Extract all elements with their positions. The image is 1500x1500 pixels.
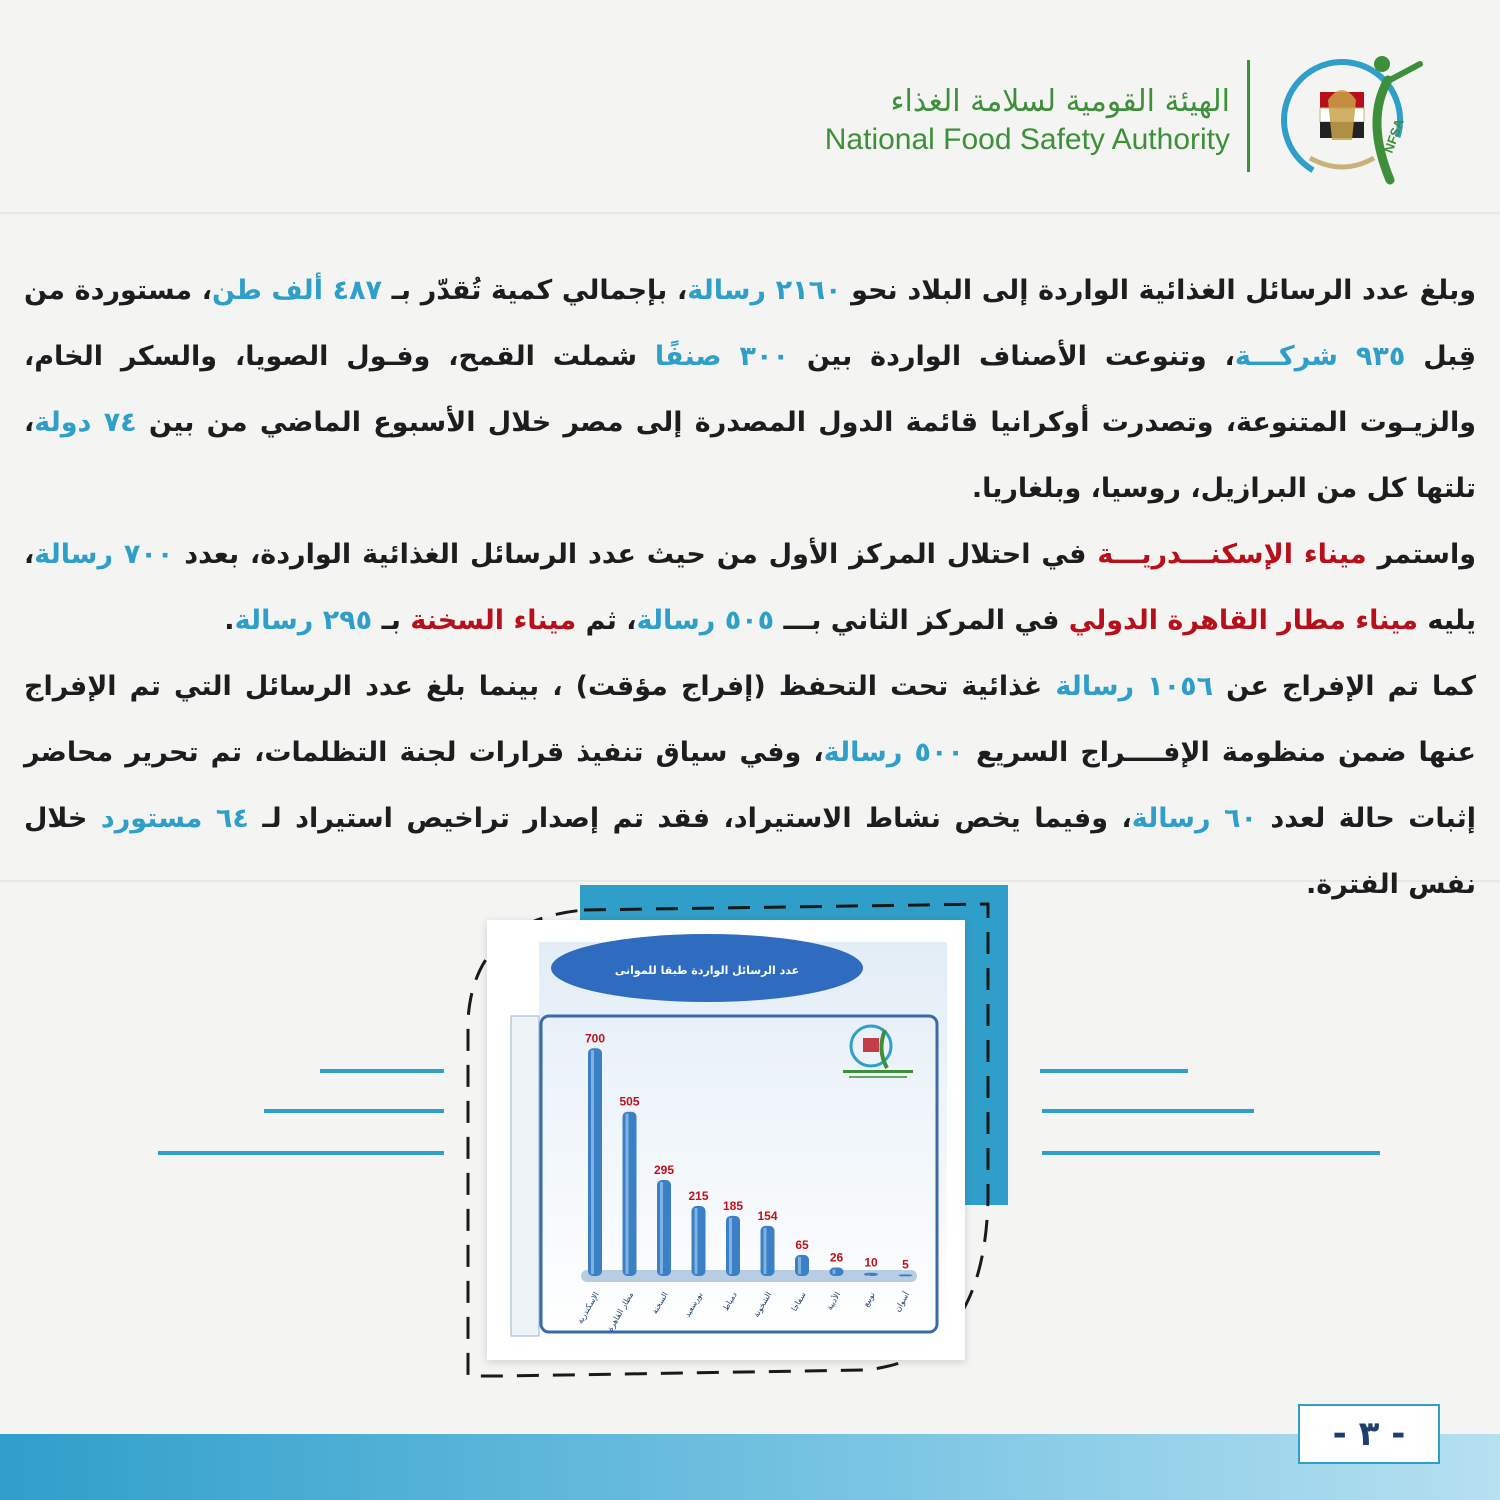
text-segment: .	[224, 605, 235, 636]
decorative-line	[320, 1069, 444, 1073]
text-segment: ، وفيما يخص نشاط الاستيراد، فقد تم إصدار تراخيص استيراد لـ	[248, 803, 1132, 834]
chart-bar-highlight	[833, 1270, 836, 1274]
chart-bar	[726, 1216, 740, 1276]
chart-mini-logo	[843, 1026, 913, 1078]
highlighted-text: ٢٩٥ رسالة	[234, 605, 373, 636]
chart-bar-highlight	[660, 1182, 663, 1274]
nfsa-logo-icon	[1270, 50, 1430, 190]
chart-bar-highlight	[798, 1257, 801, 1274]
bar-value-label: 26	[829, 1250, 844, 1265]
text-segment: واستمر	[1366, 539, 1476, 570]
bar-value-label: 10	[864, 1255, 878, 1270]
bar-category-label: بورسعيد	[682, 1290, 705, 1319]
decorative-line	[158, 1151, 444, 1155]
bar-category-label: أسوان	[892, 1290, 912, 1314]
header-text	[825, 82, 1230, 158]
logo-text: NFSA	[1380, 116, 1407, 156]
text-segment: خلال نفس الفترة.	[24, 803, 1476, 900]
text-segment: شملت القمح، وفـول الصويا، والسكر الخام، والزيـوت المتنوعة، وتصدرت أوكرانيا قائمة الدول المصدرة إلى مصر خلال الأسبوع الماضي من بين	[24, 341, 1476, 438]
highlighted-text: ٤٨٧ ألف طن	[212, 275, 383, 306]
bar-value-label: 295	[653, 1163, 675, 1178]
chart-bar	[761, 1226, 775, 1276]
chart-bar-highlight	[591, 1050, 594, 1274]
highlighted-text: ميناء السخنة	[410, 605, 577, 636]
bar-value-label: 154	[757, 1208, 778, 1223]
text-segment: ، مستوردة من قِبل	[24, 275, 1476, 372]
chart-bar-highlight	[764, 1228, 767, 1274]
bar-category-label: السخنة	[650, 1290, 670, 1316]
header	[730, 50, 1430, 190]
port-shipments-chart	[487, 920, 965, 1360]
chart-bar-highlight	[902, 1276, 905, 1277]
bar-category-label: دمياط	[720, 1290, 739, 1313]
text-segment: ، وفي سياق تنفيذ قرارات لجنة التظلمات، تم تحرير محاضر إثبات حالة لعدد	[24, 737, 1476, 834]
decorative-line	[1040, 1069, 1188, 1073]
chart-card	[487, 920, 965, 1360]
text-segment: بـ	[372, 605, 411, 636]
text-segment: كما تم الإفراج عن	[1213, 671, 1476, 702]
paper-crease	[0, 212, 1500, 214]
highlighted-text: ٦٤ مستورد	[100, 803, 249, 834]
highlighted-text: ٢١٦٠ رسالة	[687, 275, 842, 306]
highlighted-text: ٥٠٥ رسالة	[636, 605, 775, 636]
decorative-line	[264, 1109, 444, 1113]
text-segment: ، يليه	[24, 539, 1476, 636]
highlighted-text: ٧٠٠ رسالة	[34, 539, 174, 570]
authority-name-arabic: الهيئة القومية لسلامة الغذاء	[890, 84, 1230, 119]
chart-bar-highlight	[626, 1114, 629, 1274]
header-divider	[1247, 60, 1250, 172]
chart-bar	[692, 1206, 706, 1276]
highlighted-text: ١٠٥٦ رسالة	[1055, 671, 1214, 702]
bar-value-label: 700	[584, 1031, 606, 1046]
bar-category-label: الإسكندرية	[575, 1290, 601, 1326]
highlighted-text: ميناء الإسكنـــدريـــة	[1097, 539, 1367, 570]
article-body	[24, 258, 1476, 918]
page-number: - ٣ -	[1298, 1404, 1440, 1464]
chart-bar	[899, 1274, 913, 1276]
bar-category-label: الشخونة	[751, 1290, 774, 1319]
chart-bar-highlight	[695, 1208, 698, 1274]
chart-bar	[864, 1273, 878, 1276]
paragraph	[24, 654, 1476, 918]
text-segment: ، بإجمالي كمية تُقدّر بـ	[382, 275, 688, 306]
footer-band	[0, 1434, 1500, 1500]
text-segment: وبلغ عدد الرسائل الغذائية الواردة إلى البلاد نحو	[841, 275, 1476, 306]
bar-value-label: 215	[688, 1189, 709, 1204]
text-segment: ، ثم	[576, 605, 637, 636]
paragraph	[24, 258, 1476, 522]
text-segment: في احتلال المركز الأول من حيث عدد الرسائل الغذائية الواردة، بعدد	[173, 539, 1098, 570]
bar-category-label: نويبع	[861, 1290, 877, 1309]
decorative-line	[1042, 1109, 1254, 1113]
chart-side-panel	[511, 1016, 539, 1336]
chart-title: عدد الرسائل الواردة طبقا للموانى	[614, 964, 800, 977]
chart-bar	[657, 1180, 671, 1276]
text-segment: ، وتنوعت الأصناف الواردة بين	[788, 341, 1235, 372]
chart-bar	[623, 1112, 637, 1276]
highlighted-text: ٣٠٠ صنفًا	[654, 341, 789, 372]
chart-bar-highlight	[867, 1275, 870, 1276]
bar-value-label: 65	[795, 1237, 809, 1252]
text-segment: غذائية تحت التحفظ (إفراج مؤقت) ، بينما بلغ عدد الرسائل التي تم الإفراج عنها ضمن منظومة الإفــــراج السريع	[24, 671, 1476, 768]
bar-category-label: سفاجا	[789, 1290, 808, 1313]
bar-category-label: مطار القاهرة	[605, 1290, 636, 1333]
text-segment: في المركز الثاني بـــ	[774, 605, 1069, 636]
chart-bar	[588, 1048, 602, 1276]
highlighted-text: ٦٠ رسالة	[1131, 803, 1257, 834]
chart-bar	[795, 1255, 809, 1276]
bar-value-label: 5	[902, 1257, 909, 1272]
highlighted-text: ميناء مطار القاهرة الدولي	[1068, 605, 1419, 636]
highlighted-text: ٥٠٠ رسالة	[823, 737, 964, 768]
chart-bar-highlight	[729, 1218, 732, 1274]
authority-name-english: National Food Safety Authority	[824, 123, 1230, 156]
highlighted-text: ٩٣٥ شركـــة	[1234, 341, 1406, 372]
bar-value-label: 185	[722, 1198, 744, 1213]
decorative-line	[1042, 1151, 1380, 1155]
chart-bar	[830, 1268, 844, 1276]
paragraph	[24, 522, 1476, 654]
text-segment: ، تلتها كل من البرازيل، روسيا، وبلغاريا.	[24, 407, 1476, 504]
bar-category-label: الأدبية	[824, 1290, 843, 1312]
bar-value-label: 505	[619, 1094, 640, 1109]
highlighted-text: ٧٤ دولة	[34, 407, 137, 438]
